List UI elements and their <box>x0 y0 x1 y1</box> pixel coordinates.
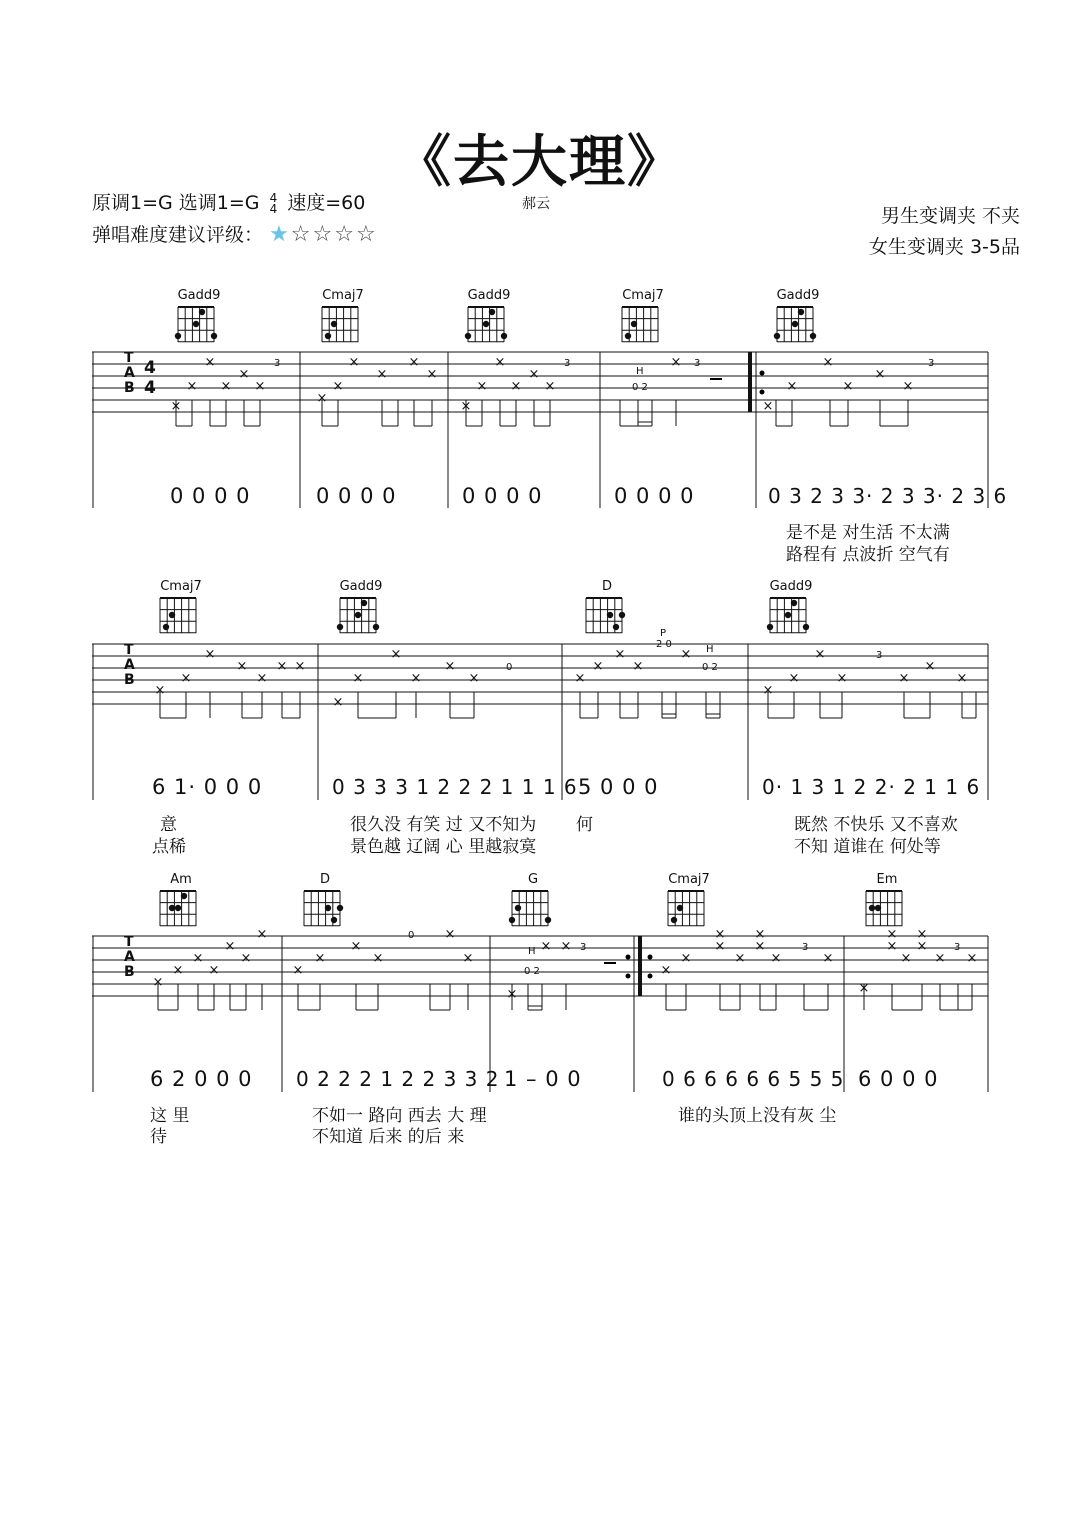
chord-name: Gadd9 <box>467 288 511 303</box>
lyric-verse1: 既然 不快乐 又不喜欢 <box>794 815 958 835</box>
chord-diagram-g <box>508 872 558 926</box>
svg-text:×: × <box>680 647 692 662</box>
tab-time-signature: 4 4 <box>144 358 156 398</box>
svg-text:×: × <box>186 379 198 394</box>
svg-text:×: × <box>956 671 968 686</box>
svg-text:3: 3 <box>564 358 571 369</box>
svg-text:×: × <box>898 671 910 686</box>
svg-text:×: × <box>592 659 604 674</box>
svg-text:×: × <box>574 671 586 686</box>
svg-text:×: × <box>462 951 474 966</box>
svg-text:H: H <box>636 366 644 377</box>
svg-text:×: × <box>332 379 344 394</box>
chord-grid <box>618 306 660 342</box>
lyric-verse1: 意 <box>160 815 177 835</box>
difficulty-label: 弹唱难度建议评级： <box>92 224 264 246</box>
svg-text:×: × <box>614 647 626 662</box>
song-title: 《去大理》 <box>395 130 685 195</box>
lyric-verse2: 点稀 <box>152 837 186 857</box>
chord-grid <box>156 597 198 633</box>
tab-clef: T A B <box>124 350 135 396</box>
time-signature-bottom: 4 <box>269 201 278 216</box>
svg-text:×: × <box>788 671 800 686</box>
svg-text:×: × <box>476 379 488 394</box>
chord-name: Cmaj7 <box>622 288 664 303</box>
jianpu-measure: 1 – 0 0 <box>504 1067 582 1091</box>
svg-text:×: × <box>224 939 236 954</box>
svg-text:×: × <box>900 951 912 966</box>
svg-text:×: × <box>350 939 362 954</box>
lyric-verse2: 不知道 后来 的后 来 <box>312 1127 465 1147</box>
svg-text:×: × <box>294 659 306 674</box>
svg-text:×: × <box>858 981 870 996</box>
chord-name: G <box>527 872 539 887</box>
svg-text:×: × <box>256 671 268 686</box>
tab-clef: T A B <box>124 642 135 688</box>
chord-name: D <box>601 579 612 594</box>
chord-diagram-cmaj7 <box>664 872 714 926</box>
jianpu-measure: 6 2 0 0 0 <box>150 1067 253 1091</box>
jianpu-measure: 0 0 0 0 <box>170 484 251 508</box>
svg-text:×: × <box>822 951 834 966</box>
chord-diagram-cmaj7 <box>318 288 368 342</box>
svg-text:×: × <box>152 975 164 990</box>
svg-text:H: H <box>706 644 714 655</box>
chord-grid <box>862 890 904 926</box>
svg-text:×: × <box>916 927 928 942</box>
svg-text:×: × <box>762 683 774 698</box>
star-empty-icon: ☆ <box>356 222 378 247</box>
chord-name: Gadd9 <box>177 288 221 303</box>
chord-grid <box>318 306 360 342</box>
svg-text:×: × <box>916 939 928 954</box>
chord-name: Gadd9 <box>339 579 383 594</box>
svg-text:×: × <box>762 399 774 414</box>
chord-diagram-gadd9 <box>766 579 816 633</box>
lyric-verse1: 谁的头顶上没有灰 尘 <box>678 1106 837 1126</box>
chord-grid <box>773 306 815 342</box>
svg-text:×: × <box>276 659 288 674</box>
svg-text:×: × <box>192 951 204 966</box>
jianpu-measure: 0 0 0 0 <box>316 484 397 508</box>
svg-text:×: × <box>754 939 766 954</box>
svg-text:3: 3 <box>876 650 883 661</box>
svg-text:×: × <box>468 671 480 686</box>
star-empty-icon: ☆ <box>290 222 313 247</box>
lyric-verse1: 是不是 对生活 不太满 <box>786 523 950 543</box>
svg-text:×: × <box>292 963 304 978</box>
chord-grid <box>582 597 624 633</box>
svg-text:×: × <box>874 367 886 382</box>
chord-diagram-d <box>300 872 350 926</box>
chord-grid <box>156 890 198 926</box>
jianpu-measure: 0 3 3 3 1 2 2 2 1 1 1 6 <box>332 775 578 799</box>
chord-name: Cmaj7 <box>668 872 710 887</box>
chord-name: Am <box>170 872 192 887</box>
lyric-verse2: 景色越 辽阔 心 里越寂寞 <box>350 837 537 857</box>
chord-name: Gadd9 <box>769 579 813 594</box>
svg-text:×: × <box>204 647 216 662</box>
svg-text:×: × <box>316 391 328 406</box>
svg-text:×: × <box>494 355 506 370</box>
svg-text:×: × <box>236 659 248 674</box>
svg-text:3: 3 <box>802 942 809 953</box>
svg-text:×: × <box>822 355 834 370</box>
time-signature-top: 4 <box>269 190 278 205</box>
chord-diagram-em <box>862 872 912 926</box>
jianpu-measure: 0 2 2 2 1 2 2 3 3 2 <box>296 1067 500 1091</box>
svg-text:×: × <box>886 939 898 954</box>
svg-text:×: × <box>238 367 250 382</box>
svg-text:×: × <box>842 379 854 394</box>
svg-text:×: × <box>172 963 184 978</box>
lyric-verse1: 很久没 有笑 过 又不知为 <box>350 815 537 835</box>
svg-text:×: × <box>770 951 782 966</box>
svg-text:0 2: 0 2 <box>702 662 718 673</box>
svg-text:×: × <box>814 647 826 662</box>
chord-grid <box>174 306 216 342</box>
svg-text:×: × <box>180 671 192 686</box>
svg-text:×: × <box>390 647 402 662</box>
chord-grid <box>766 597 808 633</box>
lyric-verse2: 不知 道谁在 何处等 <box>794 837 941 857</box>
svg-text:×: × <box>836 671 848 686</box>
jianpu-measure: 0· 1 3 1 2 2· 2 1 1 6 <box>762 775 981 799</box>
svg-text:×: × <box>208 963 220 978</box>
svg-text:×: × <box>444 659 456 674</box>
svg-text:×: × <box>352 671 364 686</box>
svg-text:×: × <box>934 951 946 966</box>
svg-text:×: × <box>528 367 540 382</box>
chord-grid <box>664 890 706 926</box>
capo-male: 男生变调夹 不夹 <box>880 205 1020 227</box>
jianpu-measure: 0 0 0 0 <box>462 484 543 508</box>
svg-text:×: × <box>408 355 420 370</box>
svg-text:0 2: 0 2 <box>632 382 648 393</box>
star-empty-icon: ☆ <box>312 222 335 247</box>
svg-text:×: × <box>632 659 644 674</box>
svg-text:×: × <box>426 367 438 382</box>
svg-text:×: × <box>314 951 326 966</box>
lyric-verse1: 不如一 路向 西去 大 理 <box>312 1106 487 1126</box>
svg-text:×: × <box>680 951 692 966</box>
svg-text:×: × <box>924 659 936 674</box>
chord-name: Cmaj7 <box>322 288 364 303</box>
svg-text:×: × <box>540 939 552 954</box>
jianpu-measure: 6 0 0 0 <box>858 1067 939 1091</box>
svg-text:3: 3 <box>954 942 961 953</box>
lyric-verse1: 何 <box>576 815 593 835</box>
svg-text:×: × <box>660 963 672 978</box>
author: 郝云 <box>522 196 550 212</box>
svg-text:×: × <box>204 355 216 370</box>
svg-text:×: × <box>170 399 182 414</box>
svg-text:×: × <box>510 379 522 394</box>
chord-name: D <box>319 872 330 887</box>
svg-text:×: × <box>256 927 268 942</box>
time-signature <box>269 190 278 216</box>
svg-text:0: 0 <box>506 662 513 673</box>
chord-diagram-gadd9 <box>336 579 386 633</box>
svg-text:P: P <box>660 628 667 639</box>
svg-text:×: × <box>506 987 518 1002</box>
chord-diagram-cmaj7 <box>156 579 206 633</box>
chord-diagram-gadd9 <box>174 288 224 342</box>
svg-text:×: × <box>786 379 798 394</box>
chord-diagram-cmaj7 <box>618 288 668 342</box>
svg-text:×: × <box>254 379 266 394</box>
svg-text:3: 3 <box>274 358 281 369</box>
jianpu-measure: 6 1· 0 0 0 <box>152 775 263 799</box>
chord-diagram-gadd9 <box>464 288 514 342</box>
svg-text:×: × <box>460 399 472 414</box>
chord-grid <box>508 890 550 926</box>
svg-text:×: × <box>886 927 898 942</box>
jianpu-measure: 0 6 6 6 6 6 5 5 5 <box>662 1067 845 1091</box>
star-filled-icon: ★ <box>269 222 291 247</box>
key-info: 原调1=G 选调1=G <box>92 192 260 214</box>
svg-text:×: × <box>734 951 746 966</box>
svg-text:3: 3 <box>580 942 587 953</box>
tab-clef: T A B <box>124 934 135 980</box>
jianpu-measure: 0 3 2 3 3· 2 3 3· 2 3 6 <box>768 484 1008 508</box>
svg-text:×: × <box>240 951 252 966</box>
key-tempo-line <box>92 188 365 215</box>
svg-text:3: 3 <box>694 358 701 369</box>
chord-grid <box>300 890 342 926</box>
svg-text:×: × <box>376 367 388 382</box>
jianpu-measure: 5 0 0 0 <box>578 775 659 799</box>
tempo: 速度=60 <box>287 192 366 214</box>
chord-name: Gadd9 <box>776 288 820 303</box>
difficulty-stars <box>269 224 378 246</box>
chord-name: Em <box>876 872 898 887</box>
svg-text:×: × <box>670 355 682 370</box>
lyric-verse1: 这 里 <box>150 1106 190 1126</box>
svg-text:×: × <box>902 379 914 394</box>
svg-text:×: × <box>220 379 232 394</box>
chord-grid <box>336 597 378 633</box>
svg-text:×: × <box>544 379 556 394</box>
star-empty-icon: ☆ <box>334 222 356 247</box>
capo-female: 女生变调夹 3-5品 <box>868 236 1020 258</box>
chord-diagram-am <box>156 872 206 926</box>
svg-text:×: × <box>372 951 384 966</box>
chord-diagram-d <box>582 579 632 633</box>
difficulty-line <box>92 220 378 247</box>
svg-text:×: × <box>410 671 422 686</box>
svg-text:0 2: 0 2 <box>524 966 540 977</box>
svg-text:H: H <box>528 946 536 957</box>
svg-text:×: × <box>348 355 360 370</box>
svg-text:2 0: 2 0 <box>656 639 672 650</box>
svg-text:×: × <box>754 927 766 942</box>
svg-text:×: × <box>714 939 726 954</box>
svg-text:×: × <box>560 939 572 954</box>
chord-diagram-gadd9 <box>773 288 823 342</box>
svg-text:0: 0 <box>408 930 415 941</box>
svg-text:×: × <box>714 927 726 942</box>
lyric-verse2: 路程有 点波折 空气有 <box>786 545 950 565</box>
svg-text:×: × <box>444 927 456 942</box>
svg-text:×: × <box>966 951 978 966</box>
svg-text:×: × <box>332 695 344 710</box>
chord-name: Cmaj7 <box>160 579 202 594</box>
chord-grid <box>464 306 506 342</box>
jianpu-measure: 0 0 0 0 <box>614 484 695 508</box>
svg-text:×: × <box>154 683 166 698</box>
lyric-verse2: 待 <box>150 1127 167 1147</box>
svg-text:3: 3 <box>928 358 935 369</box>
